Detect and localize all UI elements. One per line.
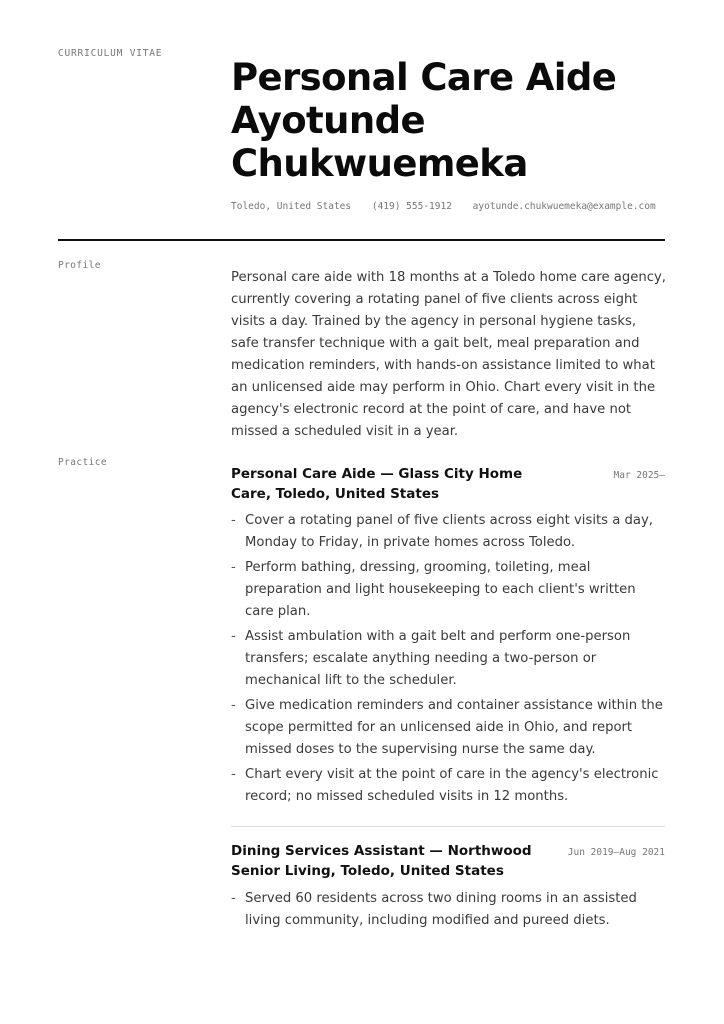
name-heading <box>231 56 691 185</box>
name-first: Ayotunde <box>231 99 426 142</box>
list-item: - Assist ambulation with a gait belt and perform one-person transfers; escalate anything needing a two-person or mechanical lift to the scheduler. <box>231 626 665 692</box>
contact-phone: (419) 555-1912 <box>371 201 452 212</box>
document-kicker: CURRICULUM VITAE <box>58 48 163 59</box>
dash-icon: - <box>231 767 236 782</box>
dash-icon: - <box>231 891 236 906</box>
contact-line <box>231 201 656 212</box>
job-bullets <box>231 888 665 935</box>
list-item: - Give medication reminders and container assistance within the scope permitted for an unlicensed aide in Ohio, and report missed doses to the supervising nurse the same day. <box>231 695 665 761</box>
job-title: Dining Services Assistant — Northwood Senior Living, Toledo, United States <box>231 843 532 879</box>
dash-icon: - <box>231 560 236 575</box>
job-bullets <box>231 510 665 811</box>
job-dates: Mar 2025– <box>613 470 665 481</box>
profile-text: Personal care aide with 18 months at a Toledo home care agency, currently covering a rotating panel of five clients across eight visits a day. Trained by the agency in personal hygiene tasks, safe transfer technique with a gait belt, meal preparation and medication reminders, with hands-on assistance limited to what an unlicensed aide may perform in Ohio. Chart every visit in the agency's electronic record at the point of care, and have not missed a scheduled visit in a year. <box>231 270 666 439</box>
header-divider <box>58 239 665 241</box>
contact-location: Toledo, United States <box>231 201 352 212</box>
job-dates: Jun 2019–Aug 2021 <box>567 847 665 858</box>
job-title: Personal Care Aide — Glass City Home Care, Toledo, United States <box>231 466 523 502</box>
contact-email[interactable]: ayotunde.chukwuemeka@example.com <box>472 201 656 212</box>
list-item: - Chart every visit at the point of care in the agency's electronic record; no missed scheduled visits in 12 months. <box>231 764 665 808</box>
name-last: Chukwuemeka <box>231 142 528 185</box>
list-item: - Cover a rotating panel of five clients across eight visits a day, Monday to Friday, in private homes across Toledo. <box>231 510 665 554</box>
dash-icon: - <box>231 698 236 713</box>
dash-icon: - <box>231 513 236 528</box>
job-divider <box>231 826 665 827</box>
job-title-heading: Personal Care Aide <box>231 56 617 99</box>
section-label-profile: Profile <box>58 260 101 271</box>
section-label-practice: Practice <box>58 457 107 468</box>
list-item: - Served 60 residents across two dining rooms in an assisted living community, including modified and pureed diets. <box>231 888 665 932</box>
dash-icon: - <box>231 629 236 644</box>
list-item: - Perform bathing, dressing, grooming, toileting, meal preparation and light housekeeping to each client's written care plan. <box>231 557 665 623</box>
